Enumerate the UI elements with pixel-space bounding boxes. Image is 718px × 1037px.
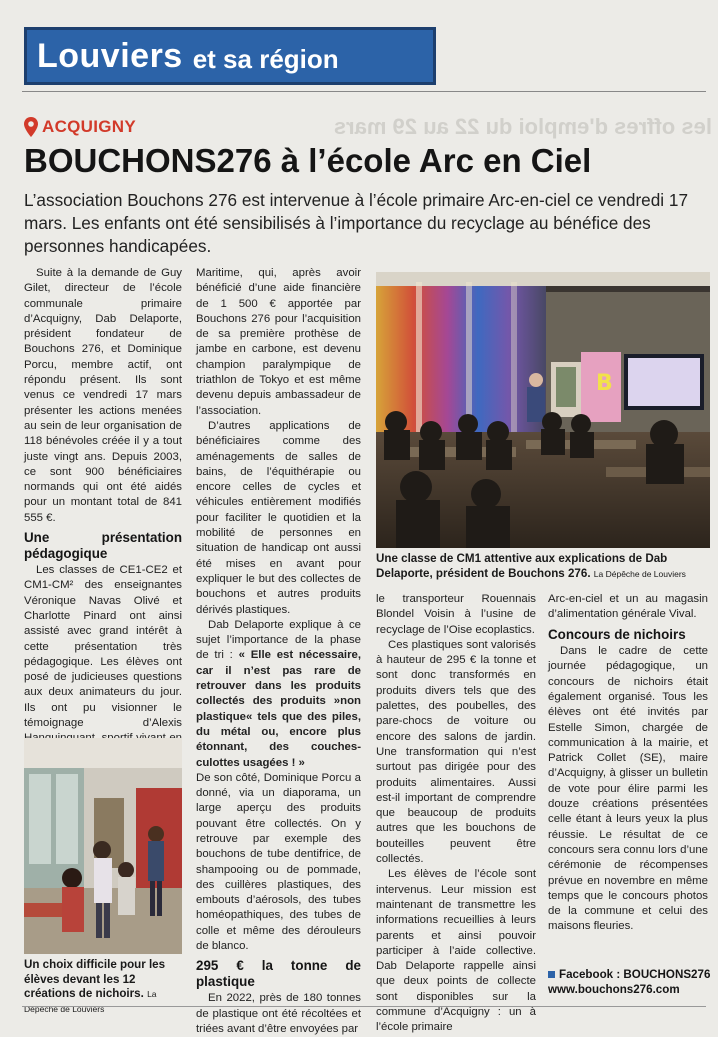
paragraph: Les élèves de l’école sont intervenus. Leur mission est maintenant de transmettre les informations recueillies à leurs parents et ainsi pouvoir participer à l’aide collective. Dab Delaporte rappelle ainsi que deux points de collecte sont disponibles sur la commune d’Acquigny : un à l’école primaire: [376, 868, 536, 1034]
location-kicker: [24, 117, 136, 137]
column-1: [24, 266, 182, 762]
classroom-photo: [376, 272, 710, 548]
paragraph: Dans le cadre de cette journée pédagogique, un concours de nichoirs était également organisé. Tous les élèves ont été invités par Estelle Simon, chargée de communication à la mairie, et Patrick Collet (SE), maire d’Acquigny, à glisser un bulletin de vote pour élire parmi les douze créations présentées celle étant à leurs yeux la plus réussie. Le résultat de ce concours sera connu lors d’une cérémonie de récompenses prévue en novembre en même temps que le concours photos de la commune et celui des maisons fleuries.: [548, 645, 708, 933]
paragraph: [196, 618, 361, 771]
caption-text: Un choix difficile pour les élèves devant les 12 créations de nichoirs.: [24, 958, 166, 1000]
paragraph: Maritime, qui, après avoir bénéficié d’une aide financière de 1 500 € apportée par Bouchons 276 pour l’acquisition de sa première prothèse de jambe en carbone, est devenu champion paralympique de triathlon de Tokyo et est même devenu depuis ambassadeur de l’association.: [196, 267, 361, 417]
article-headline: BOUCHONS276 à l’école Arc en Ciel: [24, 142, 592, 179]
paragraph: Ces plastiques sont valorisés à hauteur de 295 € la tonne et sont donc transformés en produits divers tels que des palettes, des poubelles, des pare-chocs de voiture ou encore des salons de jardin. Une transformation qui n’est surtout pas dirigée pour des produits alimentaires. Aussi est-il important de comprendre que beaucoup de produits autres que les bouchons de bouteilles peuvent être collectés.: [376, 638, 536, 866]
photo-credit: La Dépêche de Louviers: [593, 568, 686, 579]
section-title: Louviers: [37, 36, 183, 75]
subheading: Une présentation pédagogique: [24, 530, 182, 561]
quote: « Elle est nécessaire, car il n’est pas rare de retrouver dans les produits collectés des produits »non plastique« tels que des piles, du métal ou, encore plus étonnant, des couches-culottes usagées ! »: [196, 649, 362, 769]
small-photo-caption: [24, 958, 184, 1016]
website-link[interactable]: www.bouchons276.com: [548, 983, 680, 996]
subheading: 295 € la tonne de plastique: [196, 958, 361, 989]
photo-credit: La Dépêche de Louviers: [24, 989, 157, 1014]
facebook-link[interactable]: Facebook : BOUCHONS276: [559, 968, 711, 981]
nest-boxes-photo: [24, 738, 182, 954]
article-standfirst: L’association Bouchons 276 est intervenue à l’école primaire Arc-en-ciel ce vendredi 17 mars. Les enfants ont été sensibilisés à l’importance du recyclage au bénéfice des personnes handicapées.: [24, 190, 689, 256]
section-header: [24, 27, 436, 85]
column-3: [376, 592, 536, 1036]
article-footer: [548, 967, 710, 997]
paragraph: le transporteur Rouennais Blondel Voisin à l’usine de recyclage de l’Oise ecoplastics.: [376, 593, 536, 636]
paragraph: Suite à la demande de Guy Gilet, directeur de l’école communale primaire d’Acquigny, Dab Delaporte, président fondateur de Bouchons 276, et Dominique Porcu, membre actif, ont répondu présent. Ils sont venus ce vendredi 17 mars présenter les actions menées au sein de leur organisation de 118 bénévoles créée il y a tout juste vingt ans. Depuis 2003, ce sont 900 bénéficiaires normands qui ont été aidés pour un montant total de 841 555 €.: [24, 267, 182, 524]
location-pin-icon: [24, 117, 38, 137]
caption-text: Une classe de CM1 attentive aux explications de Dab Delaporte, président de Bouchons 276.: [376, 552, 668, 580]
paragraph: Arc-en-ciel et un au magasin d’alimentation générale Vival.: [548, 593, 708, 621]
location-label: ACQUIGNY: [42, 117, 137, 136]
banner-letter: B: [596, 371, 613, 396]
bleed-through-text: les offres d'emploi du 22 au 29 mars: [333, 114, 712, 139]
bottom-rule: [22, 1006, 706, 1007]
column-2: [196, 266, 361, 1037]
paragraph: De son côté, Dominique Porcu a donné, via un diaporama, un large aperçu des produits pouvant être collectés. On y retrouve par exemple des bouchons de tube dentifrice, de shampooing ou de pommade, des cuillères plastiques, des embouts d’aérosols, des tubes homéopathiques, des tubes de colle et même des dérouleurs de blanco.: [196, 771, 361, 953]
square-bullet-icon: [548, 971, 555, 978]
quote-intro: Dab Delaporte explique à ce sujet l’importance de la phase de tri :: [196, 618, 361, 662]
top-rule: [22, 91, 706, 92]
paragraph: Les classes de CE1-CE2 et CM1-CM² des enseignantes Véronique Navas Olivé et Charlotte Pinard ont ainsi assisté avec grand intérêt à cette présentation très pédagogique. Les élèves ont posé de judicieuses questions aux deux animateurs du jour. Ils ont pu visionner le témoignage d’Alexis: [24, 564, 182, 730]
subheading: Concours de nichoirs: [548, 626, 686, 642]
paragraph: D’autres applications de bénéficiaires comme des aménagements de salles de bains, de l’équithérapie ou encore celles de cycles et véhicules entièrement modifiés pour faciliter le quotidien et la mobilité de personnes en situation de handicap ont aussi été mises en avant pour expliquer le but des collectes de bouchons et autres produits dérivés plastiques.: [196, 419, 361, 616]
section-subtitle: et sa région: [192, 43, 339, 74]
column-4: [548, 592, 708, 935]
main-photo-caption: [376, 552, 710, 581]
paragraph: En 2022, près de 180 tonnes de plastique ont été récoltées et triées avant d’être envoyées par: [196, 992, 361, 1035]
